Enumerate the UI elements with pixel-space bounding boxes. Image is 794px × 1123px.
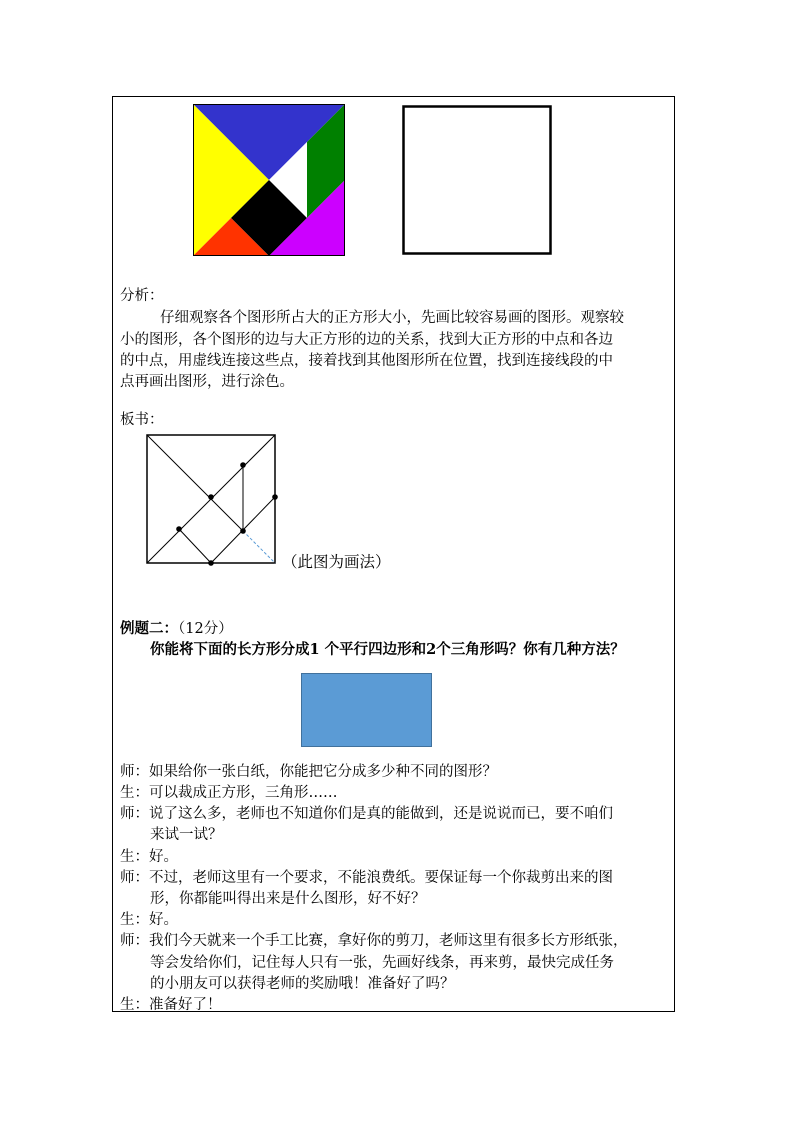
speaker-student: 生： [120,849,149,865]
dialogue-line: 好。 [149,849,178,865]
speaker-teacher: 师： [120,806,149,822]
analysis-heading: 分析： [120,288,164,304]
analysis-line-2: 小的图形，各个图形的边与大正方形的边的关系，找到大正方形的中点和各边 [120,332,613,348]
dialogue-line: 可以裁成正方形，三角形…… [149,785,338,801]
midpoint-dot [208,560,214,566]
midpoint-dot [240,528,246,534]
analysis-line-1: 仔细观察各个图形所占大的正方形大小，先画比较容易画的图形。观察较 [160,310,624,326]
speaker-student: 生： [120,912,149,928]
dialogue-line: 说了这么多，老师也不知道你们是真的能做到，还是说说而已，要不咱们 [149,806,613,822]
tangram-drawing-method-figure [144,433,278,567]
dialogue-line: 我们今天就来一个手工比赛，拿好你的剪刀，老师这里有很多长方形纸张， [149,933,628,949]
analysis-line-3: 的中点，用虚线连接这些点，接着找到其他图形所在位置，找到连接线段的中 [120,353,613,369]
empty-square-figure [402,105,552,255]
speaker-teacher: 师： [120,933,149,949]
dialogue-line: 如果给你一张白纸，你能把它分成多少种不同的图形？ [149,764,497,780]
dialogue-line: 不过，老师这里有一个要求，不能浪费纸。要保证每一个你裁剪出来的图 [149,870,613,886]
midpoint-dot [176,526,182,532]
board-heading: 板书： [120,412,164,428]
dashed-guide-line [243,531,275,563]
tangram-colored-figure [193,104,346,257]
example-score: （12分） [178,621,233,637]
dialogue-line: 形，你都能叫得出来是什么图形，好不好？ [150,891,426,907]
speaker-student: 生： [120,785,149,801]
center-dot [208,494,214,500]
blue-rectangle-figure [301,673,432,747]
midpoint-dot [272,494,278,500]
dialogue-line: 来试一试？ [150,827,223,843]
midpoint-dot [240,462,246,468]
dialogue-line: 等会发给你们，记住每人只有一张，先画好线条，再来剪，最快完成任务 [150,955,614,971]
board-caption: （此图为画法） [282,553,391,571]
dialogue-line: 准备好了！ [149,997,222,1013]
speaker-student: 生： [120,997,149,1013]
speaker-teacher: 师： [120,870,149,886]
example-title: 例题二： [120,620,178,637]
analysis-line-4: 点再画出图形，进行涂色。 [120,374,294,390]
dialogue-line: 的小朋友可以获得老师的奖励哦！准备好了吗？ [150,976,455,992]
dialogue-line: 好。 [149,912,178,928]
example-question: 你能将下面的长方形分成1 个平行四边形和2个三角形吗？你有几种方法？ [150,641,625,658]
speaker-teacher: 师： [120,764,149,780]
